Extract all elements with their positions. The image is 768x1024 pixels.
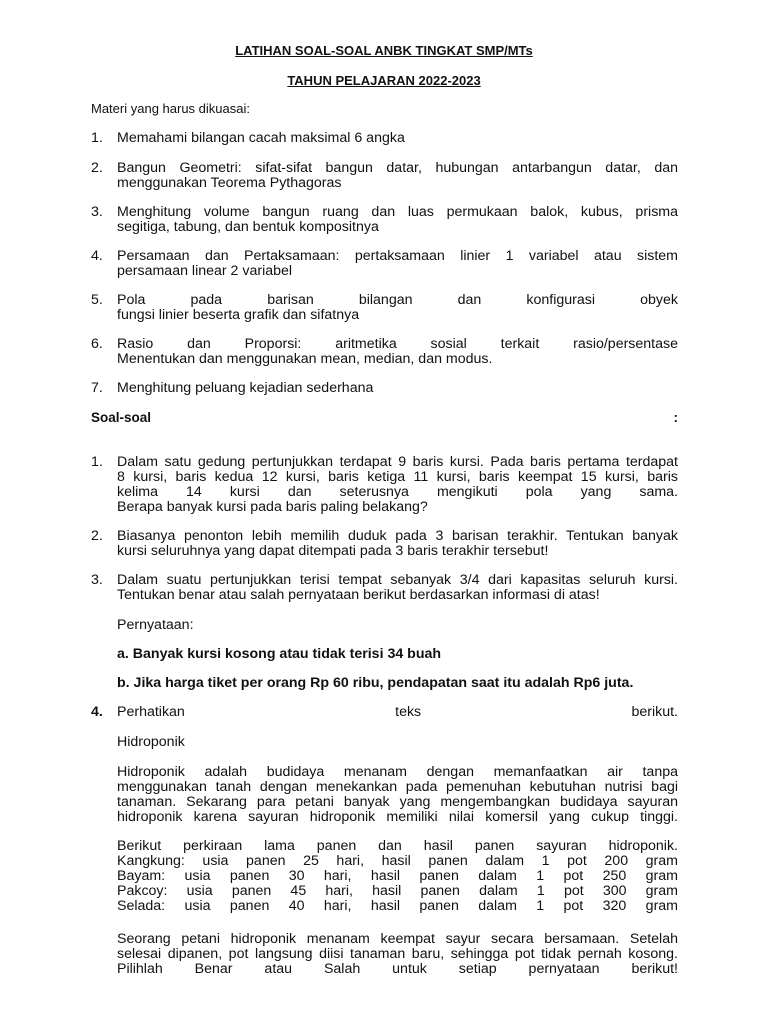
item-text (117, 131, 678, 146)
text-line: Berikut perkiraan lama panen dan hasil panen sayuran hidroponik. (117, 838, 678, 854)
text-line: Dalam satu gedung pertunjukkan terdapat 9 baris kursi. Pada baris pertama terdapat (117, 454, 678, 470)
text-line: 8 kursi, baris kedua 12 kursi, baris ketiga 11 kursi, baris keempat 15 kursi, baris (117, 469, 678, 485)
soal-heading-colon: : (673, 410, 678, 425)
text-line: b. Jika harga tiket per orang Rp 60 ribu, pendapatan saat itu adalah Rp6 juta. (117, 675, 634, 691)
question-number: 2. (91, 528, 103, 544)
academic-year-title: TAHUN PELAJARAN 2022-2023 (287, 73, 481, 88)
item-text (117, 337, 678, 367)
text-line: Hidroponik (117, 734, 185, 750)
text-line: persamaan linear 2 variabel (117, 263, 293, 279)
item-number: 3. (91, 204, 103, 220)
harvest-row: Selada: usia panen 40 hari, hasil panen dalam 1 pot 320 gram (117, 898, 678, 914)
reading-paragraph (117, 765, 678, 825)
text-line: a. Banyak kursi kosong atau tidak terisi 34 buah (117, 646, 442, 662)
item-text (117, 249, 678, 279)
text-line: Pola pada barisan bilangan dan konfigurasi obyek (117, 292, 678, 308)
text-line: segitiga, tabung, dan bentuk kompositnya (117, 219, 379, 235)
pernyataan-label (117, 618, 678, 633)
text-line: tanaman. Sekarang para petani banyak yang mengembangkan budidaya sayuran (117, 794, 678, 810)
text-line: Seorang petani hidroponik menanam keempat sayur secara bersamaan. Setelah (117, 931, 678, 947)
harvest-row: Pakcoy: usia panen 45 hari, hasil panen dalam 1 pot 300 gram (117, 883, 678, 899)
text-line: Menghitung peluang kejadian sederhana (117, 380, 374, 396)
text-line: Menghitung volume bangun ruang dan luas permukaan balok, kubus, prisma (117, 204, 678, 220)
text-line: selesai dipanen, pot langsung diisi tanaman baru, sehingga pot tidak pernah kosong. (117, 946, 678, 962)
question-text (117, 705, 678, 720)
harvest-row: Kangkung: usia panen 25 hari, hasil panen dalam 1 pot 200 gram (117, 853, 678, 869)
reading-paragraph (117, 932, 678, 977)
question-number: 3. (91, 572, 103, 588)
reading-subtitle (117, 735, 678, 750)
text-line: kursi seluruhnya yang dapat ditempati pada 3 baris terakhir tersebut! (117, 543, 549, 559)
text-line: Pernyataan: (117, 617, 194, 633)
text-line: Dalam suatu pertunjukkan terisi tempat sebanyak 3/4 dari kapasitas seluruh kursi. (117, 572, 678, 588)
question-text (117, 573, 678, 603)
item-number: 6. (91, 336, 103, 352)
item-number: 5. (91, 292, 103, 308)
text-line: Perhatikan teks berikut. (117, 704, 678, 720)
text-line: menggunakan tanah dengan menekankan pada pemenuhan kebutuhan nutrisi bagi (117, 779, 678, 795)
text-line: Hidroponik adalah budidaya menanam dengan memanfaatkan air tanpa (117, 764, 678, 780)
text-line: Biasanya penonton lebih memilih duduk pada 3 barisan terakhir. Tentukan banyak (117, 528, 678, 544)
statement-a (117, 647, 678, 662)
question-number: 4. (91, 704, 103, 720)
item-text (117, 161, 678, 191)
question-number: 1. (91, 454, 103, 470)
question-text (117, 455, 678, 515)
text-line: Rasio dan Proporsi: aritmetika sosial terkait rasio/persentase (117, 336, 678, 352)
text-line: kelima 14 kursi dan seterusnya mengikuti pola yang sama. (117, 484, 678, 500)
soal-heading (91, 410, 678, 426)
harvest-row: Bayam: usia panen 30 hari, hasil panen dalam 1 pot 250 gram (117, 868, 678, 884)
document-title: LATIHAN SOAL-SOAL ANBK TINGKAT SMP/MTs (235, 43, 533, 58)
text-line: Memahami bilangan cacah maksimal 6 angka (117, 130, 405, 146)
text-line: Tentukan benar atau salah pernyataan berikut berdasarkan informasi di atas! (117, 587, 600, 603)
text-line: Persamaan dan Pertaksamaan: pertaksamaan linier 1 variabel atau sistem (117, 248, 678, 264)
item-number: 2. (91, 160, 103, 176)
item-text (117, 381, 678, 396)
text-line: Pilihlah Benar atau Salah untuk setiap pernyataan berikut! (117, 961, 678, 977)
text-line: Berapa banyak kursi pada baris paling belakang? (117, 499, 428, 515)
text-line: menggunakan Teorema Pythagoras (117, 175, 342, 191)
item-number: 1. (91, 130, 103, 146)
question-text (117, 529, 678, 559)
soal-heading-label: Soal-soal (91, 410, 152, 425)
text-line: Menentukan dan menggunakan mean, median, dan modus. (117, 351, 493, 367)
item-number: 7. (91, 380, 103, 396)
item-text (117, 205, 678, 235)
text-line: hidroponik karena sayuran hidroponik memiliki nilai komersil yang cukup tinggi. (117, 809, 678, 825)
item-number: 4. (91, 248, 103, 264)
item-text (117, 293, 678, 323)
statement-b (117, 676, 678, 691)
text-line: fungsi linier beserta grafik dan sifatnya (117, 307, 360, 323)
materi-intro: Materi yang harus dikuasai: (91, 101, 250, 116)
text-line: Bangun Geometri: sifat-sifat bangun datar, hubungan antarbangun datar, dan (117, 160, 678, 176)
harvest-list (117, 839, 678, 914)
